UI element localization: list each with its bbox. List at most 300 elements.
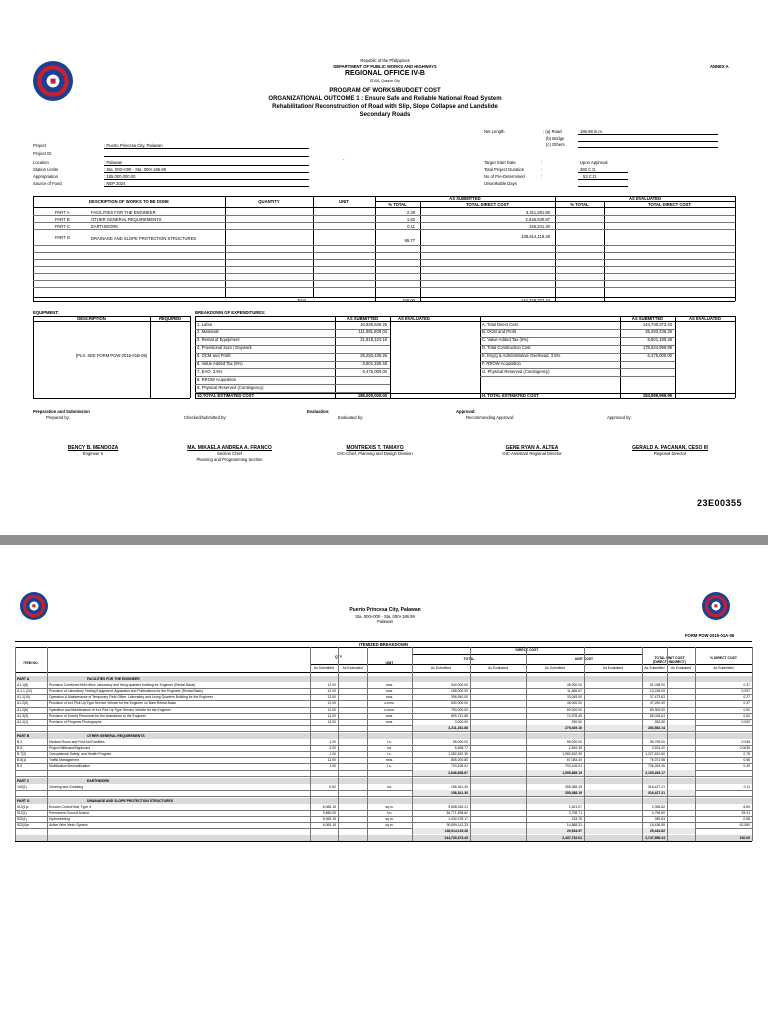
- item-unit: l.s.: [387, 740, 392, 744]
- item-total-unit-cost: 18,436.95: [649, 823, 665, 828]
- breakdown-left-value: 111,981,609.03: [358, 329, 387, 335]
- net-length-others: (c) Others: [546, 142, 565, 147]
- item-unit-cost: 55,000.00: [566, 740, 582, 744]
- item-description: Permanent Ground Anchor: [49, 811, 90, 816]
- item-no: 522(4)a: [17, 823, 29, 828]
- item-pct-direct-cost: 0.56: [743, 758, 750, 763]
- item-no: A1.3(3): [17, 713, 29, 718]
- rule: [15, 841, 752, 842]
- item-qty: 2.00: [329, 746, 336, 751]
- column-rule: [752, 647, 753, 841]
- col-direct-cost: DIRECT COST: [515, 648, 539, 652]
- item-total: 168,000.00: [451, 689, 468, 694]
- item-no: A1.4(1): [17, 719, 29, 724]
- row-part-g-desc: DRAINAGE AND SLOPE PROTECTION STRUCTURES: [91, 236, 197, 241]
- unworkable-label: Unworkable Days: [484, 181, 517, 186]
- organizational-outcome: ORGANIZATIONAL OUTCOME 1 : Ensure Safe and Reliable National Road System: [268, 96, 502, 102]
- breakdown-right-label: G. Physical Reserved (Contingency): [482, 368, 550, 374]
- prepared-by-label: Prepared by:: [46, 415, 70, 420]
- item-total-unit-cost: 1,227,631.60: [645, 752, 665, 757]
- item-unit-cost: 69,000.00: [566, 707, 582, 712]
- item-unit-cost: 255,388.19: [565, 784, 582, 789]
- section-part: PART G: [17, 798, 30, 803]
- p2-project-name: Puerto Princesa City, Palawan: [349, 607, 421, 613]
- item-total: 396,540.00: [451, 695, 468, 700]
- item-no: A1.2(8): [17, 707, 29, 712]
- column-rule: [310, 647, 311, 841]
- signatory-4-name: GENE RYAN A. ALTEA: [505, 445, 559, 451]
- grand-total-pct: 100.00: [739, 835, 750, 840]
- col-total: TOTAL: [463, 657, 475, 661]
- col-eval-pct-total: % TOTAL: [570, 202, 589, 207]
- column-rule: [695, 647, 696, 841]
- col-quantity: QUANTITY: [258, 199, 280, 204]
- item-total: 3,000.00: [454, 719, 468, 724]
- breakdown-right-total-value: 184,999,999.99: [642, 393, 672, 398]
- item-unit: ea.: [387, 746, 392, 751]
- grand-total: 144,730,373.43: [444, 835, 468, 840]
- project-label: Project: [33, 143, 47, 148]
- predetermined-label: No of Pre-Determined: [484, 174, 525, 179]
- item-unit-cost: 3,798.71: [568, 811, 582, 816]
- dpwh-logo-right: [702, 592, 730, 620]
- item-description: Occupational Safety, and Health Program: [49, 752, 112, 757]
- dash: -: [343, 157, 345, 162]
- approval-title: Approval:: [456, 409, 476, 414]
- item-qty: 1.00: [329, 764, 336, 769]
- item-qty: 1.00: [329, 752, 336, 757]
- source-of-fund-label: Source of Fund: [33, 181, 62, 186]
- item-unit-cost: 45,000.00: [566, 683, 582, 688]
- item-pct-direct-cost: 0.097: [741, 689, 750, 694]
- column-rule: [47, 647, 48, 841]
- item-description: Operation and Maintenance of 4x4 Pick Up Type Service Vehicle for the Engineer: [49, 707, 172, 712]
- item-unit: u-mos.: [384, 701, 395, 706]
- section-subtotal-tuc: 283,582.14: [648, 725, 665, 730]
- item-qty: 12.00: [327, 758, 336, 763]
- breakdown-left-label: 5. OCM and Profit: [197, 353, 231, 359]
- item-no: B.8(1): [17, 758, 27, 763]
- col-pct-total: % TOTAL: [388, 202, 407, 207]
- item-description: Provision of Survey Personnel for the Assistance to the Engineer: [49, 713, 147, 718]
- signatory-2-section: Planning and Programming Section: [196, 457, 263, 462]
- column-rule: [667, 647, 668, 841]
- item-total-unit-cost: 316,427.21: [648, 784, 665, 789]
- breakdown-left-label: 6. Value Added Tax (5%): [197, 361, 243, 366]
- breakdown-left-label: 9. Physical Reserved (Contingency): [197, 384, 264, 390]
- col-sub-header: As Submitted: [430, 666, 452, 670]
- item-description: Active Wire Mesh System: [49, 823, 88, 828]
- item-total-unit-cost: 56,795.00: [649, 740, 665, 744]
- breakdown-left-label: 7. EAO: 3.5%: [197, 368, 223, 374]
- equipment-col-required: REQUIRED: [158, 316, 182, 321]
- item-unit-cost: 11,666.67: [567, 689, 582, 694]
- col-qty: QTY: [335, 655, 342, 659]
- item-qty: 1.00: [329, 740, 336, 744]
- column-rule: [642, 647, 643, 841]
- item-pct-direct-cost: 62.580: [739, 823, 750, 828]
- item-total-unit-cost: 283.50: [654, 719, 665, 724]
- item-total: 1,432,078.17: [448, 817, 468, 822]
- item-description: Erosion Control Mat, Type 4: [49, 805, 91, 809]
- signatory-2-name: MA. MIKAELA ANDREA A. FRANCO: [187, 445, 272, 451]
- net-length-road: : (a) Road: [543, 129, 562, 134]
- header-republic: Republic of the Philippines: [360, 58, 410, 63]
- item-total: 90,559,112.33: [446, 823, 468, 828]
- item-no: 100(1): [17, 784, 27, 789]
- net-length-road-value: 186.99 ln.m.: [580, 129, 604, 134]
- row-part-a-label: PART A: [55, 210, 70, 215]
- breakdown-left-label: 4. Provisional Sum / Daywork: [197, 345, 252, 351]
- item-unit: sq.m.: [385, 805, 394, 809]
- item-unit: mos.: [385, 719, 394, 724]
- station-limits-value: : Sta. 000+000 - Sta. 000+186.99: [104, 167, 166, 172]
- grand-total-unit-cost: 2,437,732.01: [562, 835, 582, 840]
- item-total-unit-cost: 289.63: [654, 817, 665, 822]
- section-part: PART C: [17, 778, 30, 783]
- breakdown-left-rule: [195, 392, 390, 393]
- col-sub-header: As Evaluated: [342, 666, 363, 670]
- equipment-note: (PLS. SEE FORM POW-2015-01B-06): [75, 353, 148, 358]
- signatory-4-title: OIC-Assistant Regional Director: [502, 451, 562, 456]
- col-unit-cost: UNIT COST: [574, 657, 594, 661]
- item-qty: 6,065.15: [322, 823, 336, 828]
- breakdown-left-value: 8,501,190.48: [362, 361, 387, 366]
- item-qty: 12.00: [327, 683, 336, 688]
- col-direct-indirect: (DIRECT+INDIRECT): [653, 660, 686, 664]
- breakdown-right-total-label: H. TOTAL ESTIMATED COST: [482, 393, 539, 398]
- item-qty: 12.00: [327, 713, 336, 718]
- document-code: 23E00355: [697, 498, 743, 508]
- breakdown-right-as-submitted: AS SUBMITTED: [631, 316, 664, 321]
- item-total-unit-cost: 85,025.61: [649, 713, 665, 718]
- section-title: OTHER GENERAL REQUIREMENTS: [87, 733, 145, 738]
- total-cost: 144,728,373.43: [520, 298, 550, 303]
- header-regional-office: REGIONAL OFFICE IV-B: [345, 70, 425, 77]
- item-pct-direct-cost: 25.41: [741, 811, 750, 816]
- item-description: Mobilization/Demobilization: [49, 764, 91, 769]
- row-part-g-label: PART G: [55, 235, 71, 240]
- evaluated-by-label: Evaluated by:: [338, 415, 364, 420]
- breakdown-left-value: 6,475,000.00: [362, 368, 387, 374]
- item-total-unit-cost: 2,056.62: [651, 805, 665, 809]
- col-total-unit-cost: TOTAL UNIT COST: [654, 656, 685, 660]
- item-description: Provision of Progress Photographs: [49, 719, 102, 724]
- breakdown-right-label: B. OCM and Profit: [482, 329, 516, 335]
- item-description: Provision Combined field office, laboratory and living quarters building for Engineer (Rental Basis): [49, 683, 196, 688]
- breakdown-left-label: 2. Materials: [197, 329, 219, 335]
- item-unit: l.m.: [386, 811, 393, 816]
- col-sub-header: As Submitted: [713, 666, 734, 670]
- row-part-c-desc: EARTHWORK: [91, 224, 119, 229]
- section-title: EARTHWORK: [87, 778, 110, 783]
- row-part-b-desc: OTHER GENERAL REQUIREMENTS: [91, 217, 162, 222]
- item-pct-direct-cost: 0.49: [743, 764, 750, 769]
- item-pct-direct-cost: 0.27: [743, 695, 750, 700]
- section-subtotal: 2,646,638.87: [448, 770, 468, 775]
- row-part-b-cost: 2,646,630.87: [525, 217, 550, 222]
- breakdown-right-value: 25,293,436.26: [645, 329, 672, 335]
- item-total: 899,741.88: [451, 713, 468, 718]
- checked-by-label: Checked/submitted by:: [184, 415, 227, 420]
- colon-2: :: [541, 167, 543, 172]
- item-description: Operation & Maintenance of Temporary Field Office, Laboratory and Living Quarters Building for the Engineer: [49, 695, 213, 700]
- item-qty: 12.00: [327, 695, 336, 700]
- col-description: DESCRIPTION OF WORKS TO BE DONE: [89, 199, 169, 204]
- item-pct-direct-cost: 6.69: [743, 805, 750, 809]
- colon-1: :: [541, 160, 543, 165]
- item-total: 5,698.77: [454, 746, 468, 751]
- signatory-5-name: GERALD A. PACANAN, CESO III: [632, 445, 708, 451]
- appropriation-label: Appropriation: [33, 174, 58, 179]
- location-label: Location: [33, 160, 49, 165]
- approved-by-label: Approved by:: [607, 415, 632, 420]
- col-pct-direct-cost: % DIRECT COST: [710, 656, 737, 660]
- row-part-g-pct: 95.77: [404, 238, 415, 243]
- item-qty: 12.00: [327, 707, 336, 712]
- item-qty: 0.62: [329, 784, 336, 789]
- item-description: Project Billboard/Signboard: [49, 746, 91, 751]
- rule: [412, 654, 642, 655]
- signatory-2-title: Section Chief: [217, 451, 242, 456]
- station-limits-label: Station Limits: [33, 167, 59, 172]
- section-subtotal: 156,341.30: [451, 790, 468, 795]
- col-sub-header: As Submitted: [644, 666, 665, 670]
- item-total-unit-cost: 76,072.58: [649, 758, 665, 763]
- item-unit: ha.: [387, 784, 392, 789]
- item-no: A1.1(8): [17, 683, 29, 688]
- col-eval-total-direct-cost: TOTAL DIRECT COST: [647, 202, 692, 207]
- duration-value: 360 C.D.: [580, 167, 597, 172]
- breakdown-left-as-submitted: AS SUBMITTED: [346, 316, 379, 321]
- section-part: PART B: [17, 733, 30, 738]
- project-id-label: Project ID: [33, 151, 52, 156]
- equipment-col-description: DESCRIPTION: [77, 316, 106, 321]
- breakdown-right-label: F. RROW Acquisition: [482, 361, 521, 366]
- item-total: 9,808,045.21: [448, 805, 468, 809]
- signatory-3-title: OIC-Chief, Planning and Design Division: [337, 451, 413, 456]
- form-number: FORM POW-2015-01A-06: [685, 633, 735, 638]
- column-rule: [338, 647, 339, 841]
- item-qty: 12.00: [327, 689, 336, 694]
- item-pct-direct-cost: 0.37: [743, 701, 750, 706]
- section-subtotal: 3,311,281.88: [448, 725, 468, 730]
- source-of-fund-value: : NEP 2024: [104, 181, 126, 186]
- item-no: B.7(2): [17, 752, 27, 757]
- item-qty: 12.00: [327, 719, 336, 724]
- duration-label: Total Project Duration: [484, 167, 525, 172]
- item-unit: mos.: [385, 689, 394, 694]
- item-description: Provision of 4x4 Pick Up Type Service Vehicle for the Engineer on Bare Rental Basis: [49, 701, 176, 706]
- col-sub-header: As Evaluated: [671, 666, 691, 670]
- breakdown-left-value: 21,818,124.16: [360, 337, 387, 343]
- annex-label: ANNEX A: [710, 64, 729, 69]
- item-no: B.5: [17, 746, 23, 751]
- section-subtotal-tuc: 25,442.82: [649, 829, 665, 834]
- item-unit-cost: 67,083.40: [566, 758, 582, 763]
- breakdown-left-label: 8. RROW Acquisition: [197, 376, 237, 382]
- signatory-1-name: BENCY B. MENDOZA: [67, 445, 119, 451]
- breakdown-left-total-value: 185,000,000.00: [357, 393, 387, 398]
- signatory-1-title: Engineer II: [82, 451, 104, 456]
- breakdown-left-label: 1. Labor: [197, 321, 213, 327]
- row-part-a-pct: 2.29: [406, 210, 415, 215]
- program-title: PROGRAM OF WORKS/BUDGET COST: [329, 88, 441, 94]
- item-unit: mos.: [385, 758, 394, 763]
- p2-location: Palawan: [376, 619, 394, 624]
- item-description: Hydroseeding: [49, 817, 70, 822]
- section-subtotal-unit-cost: 20,534.97: [566, 829, 582, 834]
- item-total-unit-cost: 37,473.63: [649, 695, 665, 700]
- item-unit: mos.: [385, 713, 394, 718]
- item-qty: 12.00: [327, 701, 336, 706]
- item-pct-direct-cost: 0.62: [743, 713, 750, 718]
- item-total-unit-cost: 4,796.60: [651, 811, 665, 816]
- page-2-itemized-breakdown: [0, 545, 768, 1024]
- item-total-unit-cost: 47,250.00: [649, 701, 665, 706]
- column-rule: [367, 647, 368, 841]
- signatory-5-title: Regional Director: [653, 451, 687, 456]
- item-unit: mos.: [385, 695, 394, 700]
- col-item-no: ITEM NO.: [23, 661, 39, 665]
- breakdown-left-as-evaluated: AS EVALUATED: [398, 316, 430, 321]
- dpwh-logo: [33, 61, 73, 101]
- item-unit-cost: 1,621.07: [568, 805, 582, 809]
- breakdown-right-label: C. Value Added Tax (5%): [482, 337, 529, 343]
- breakdown-left-value: 25,283,436.26: [360, 353, 387, 359]
- item-unit-cost: 14,888.31: [566, 823, 582, 828]
- item-total-unit-cost: 13,236.00: [649, 689, 665, 694]
- item-unit-cost: 74,978.49: [566, 713, 582, 718]
- item-pct-direct-cost: 0.37: [743, 683, 750, 688]
- preparation-title: Preparation and Submission: [33, 409, 90, 414]
- item-total: 55,000.00: [452, 740, 468, 744]
- row-part-b-pct: 1.83: [406, 217, 415, 222]
- section-subtotal-unit-cost: 255,388.19: [565, 790, 582, 795]
- col-unit: UNIT: [339, 199, 349, 204]
- row-part-c-cost: 156,341.30: [529, 224, 550, 229]
- item-pct-direct-cost: 0.75: [743, 752, 750, 757]
- item-total-unit-cost: 3,524.20: [651, 746, 665, 751]
- item-unit-cost: 45,000.00: [566, 701, 582, 706]
- item-pct-direct-cost: 0.0039: [739, 746, 750, 751]
- item-description: Clearing and Grubbing: [49, 784, 84, 789]
- column-rule: [584, 647, 585, 841]
- row-part-a-desc: FACILITIES FOR THE ENGINEER: [91, 210, 156, 215]
- item-unit-cost: 33,045.00: [566, 695, 582, 700]
- section-subtotal-unit-cost: 275,549.16: [565, 725, 582, 730]
- item-total: 750,000.00: [451, 707, 468, 712]
- item-pct-direct-cost: 0.002: [741, 719, 750, 724]
- item-unit-cost: 703,106.01: [565, 764, 582, 769]
- item-no: 510(1)c: [17, 805, 29, 809]
- item-description: Medical Room and First Aid Facilities: [49, 740, 105, 744]
- item-no: 512(1): [17, 811, 27, 816]
- item-unit-cost: 2,849.39: [568, 746, 582, 751]
- col-as-submitted: AS SUBMITTED: [449, 196, 481, 201]
- breakdown-right-value: 6,475,000.00: [647, 353, 672, 359]
- section-subtotal-tuc: 316,427.21: [648, 790, 665, 795]
- grand-total-tuc: 2,747,956.24: [645, 835, 665, 840]
- rule: [310, 664, 752, 665]
- itemized-title: ITEMIZED BREAKDOWN: [359, 642, 408, 647]
- breakdown-right-value: 8,501,190.48: [647, 337, 672, 343]
- p2-station: Sta. 000+000 - Sta. 000+186.99: [355, 614, 415, 619]
- equipment-title: EQUIPMENT:: [33, 310, 59, 315]
- total-label: Total: [297, 298, 306, 303]
- item-unit-cost: 233.78: [571, 817, 582, 822]
- item-pct-direct-cost: 0.038: [741, 740, 750, 744]
- colon-3: :: [541, 174, 543, 179]
- evaluation-title: Evaluation:: [307, 409, 330, 414]
- item-no: A1.2(6): [17, 701, 29, 706]
- item-total: 1,082,632.39: [448, 752, 468, 757]
- breakdown-title: BREAKDOWN OF EXPENDITURES:: [195, 310, 266, 315]
- col-sub-header: As Submitted: [313, 666, 335, 670]
- col-as-evaluated: AS EVALUATED: [629, 196, 661, 201]
- column-rule: [470, 647, 471, 841]
- header-city: EDSA, Quezon City: [370, 79, 400, 83]
- breakdown-left-value: 10,930,640.25: [360, 321, 387, 327]
- col-sub-header: As Evaluated: [488, 666, 508, 670]
- item-unit: sq.m.: [385, 817, 394, 822]
- column-rule: [15, 647, 16, 841]
- net-length-bridge: (b) Bridge: [546, 136, 565, 141]
- appropriation-value: : 185,000,000.00: [104, 174, 136, 179]
- item-total-unit-cost: 51,038.00: [649, 683, 665, 688]
- row-part-b-label: PART B: [55, 217, 70, 222]
- item-total-unit-cost: 69,300.00: [649, 707, 665, 712]
- section-part: PART A: [17, 677, 30, 681]
- item-no: 520(1): [17, 817, 27, 822]
- item-unit: l.s.: [387, 764, 392, 769]
- breakdown-right-label: A. Total Direct Cost: [482, 321, 518, 327]
- net-length-label: Net Length: [484, 129, 505, 134]
- col-sub-header: As Submitted: [544, 666, 566, 670]
- item-qty: 6,065.15: [322, 805, 336, 809]
- item-qty: 9,680.00: [322, 811, 336, 816]
- item-total: 156,341.30: [451, 784, 468, 789]
- item-unit: sq.m.: [385, 823, 394, 828]
- section-subtotal-tuc: 2,100,493.17: [645, 770, 665, 775]
- section-title: FACILITIES FOR THE ENGINEER: [87, 677, 140, 681]
- section-title: DRAINAGE AND SLOPE PROTECTION STRUCTURES: [87, 798, 173, 803]
- item-unit: mos.: [385, 683, 394, 688]
- dpwh-logo-left: [20, 592, 48, 620]
- row-part-a-cost: 3,311,281.80: [525, 210, 550, 215]
- item-no: A.1.1 (24): [17, 689, 32, 694]
- target-start-label: Target Start Date: [484, 160, 516, 165]
- section-subtotal-unit-cost: 1,595,868.19: [562, 770, 582, 775]
- row-part-c-pct: 0.11: [407, 224, 415, 229]
- breakdown-right-rule: [480, 376, 675, 377]
- row-part-c-label: PART C: [55, 224, 70, 229]
- item-total: 36,771,498.60: [446, 811, 468, 816]
- location-value: : Palawan: [104, 160, 123, 165]
- item-total: 805,200.80: [451, 758, 468, 763]
- item-total: 540,000.00: [451, 683, 468, 688]
- recommending-approval-label: Recommending Approval:: [466, 415, 514, 420]
- project-type: Rehabilitation/ Reconstruction of Road with Slip, Slope Collapse and Landslide: [272, 104, 498, 110]
- item-total-unit-cost: 736,264.46: [648, 764, 665, 769]
- item-total: 703,106.01: [451, 764, 468, 769]
- target-start-value: Upon Approval: [580, 160, 608, 165]
- total-pct: 100.00: [402, 298, 415, 303]
- breakdown-right-label: D. Total Construction Cost: [482, 345, 531, 351]
- breakdown-right-label: E. Eng'g & Administrative Overhead, 3.5%: [482, 353, 561, 359]
- column-rule: [526, 647, 527, 841]
- section-subtotal: 138,614,119.26: [444, 829, 468, 834]
